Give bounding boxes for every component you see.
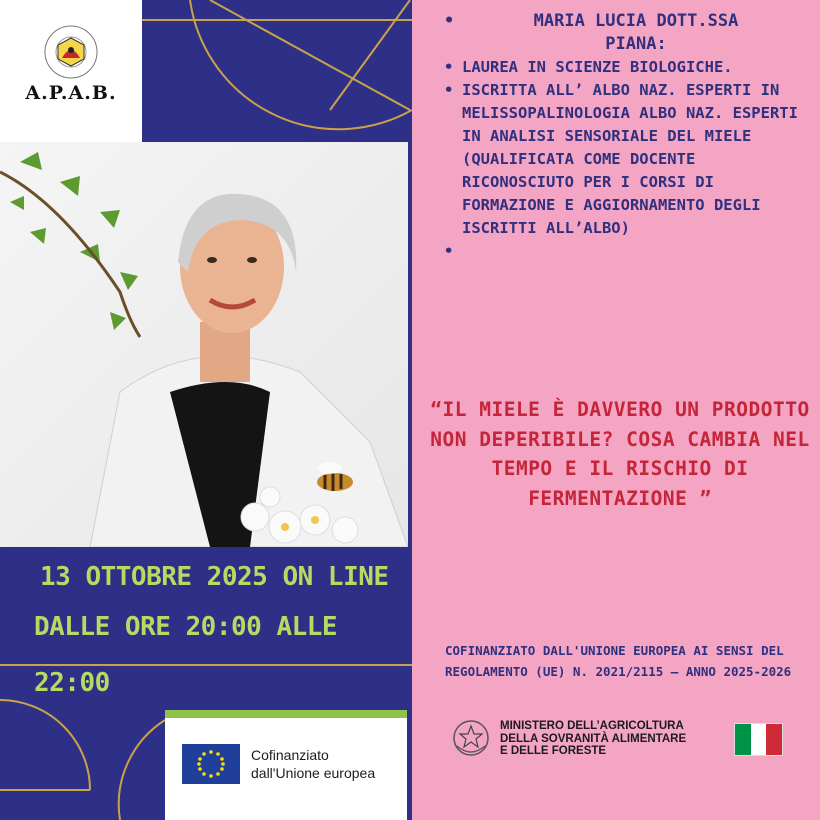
talk-title-quote: “IL MIELE È DAVVERO UN PRODOTTO NON DEPERIBILE? COSA CAMBIA NEL TEMPO E IL RISCHIO DI FERMENTAZIONE ” [430,398,810,510]
ministry-line-1: MINISTERO DELL’AGRICOLTURA [500,720,684,732]
ministry-name [500,720,730,758]
bio-heading-line-2: PIANA: [605,34,667,54]
event-date: 13 OTTOBRE 2025 ON LINE [40,562,389,592]
speaker-bio [440,10,810,263]
bullet-icon: • [444,11,455,31]
eu-badge-stripe [165,710,407,718]
bullet-icon: • [444,81,454,99]
ministry-line-3: E DELLE FORESTE [500,745,607,757]
bullet-icon: • [444,242,454,260]
bee-hive-logo-icon [0,0,142,80]
italian-republic-emblem-icon [452,718,490,758]
bio-item-text: ISCRITTA ALL’ ALBO NAZ. ESPERTI IN MELISSOPALINOLOGIA ALBO NAZ. ESPERTI IN ANALISI SENSORIALE DEL MIELE (QUALIFICATA COME DOCENTE RICONOSCIUTO PER I CORSI DI FORMAZIONE E AGGIORNAMENTO DEGLI ISCRITTI ALL’ALBO) [462,81,798,237]
cofinanced-notice: COFINANZIATO DALL'UNIONE EUROPEA AI SENSI DEL REGOLAMENTO (UE) N. 2021/2115 – ANNO 2025-2026 [445,643,792,679]
event-time-line-2: 22:00 [34,668,110,698]
ministry-line-2: DELLA SOVRANITÀ ALIMENTARE [500,732,687,745]
bio-item-text: LAUREA IN SCIENZE BIOLOGICHE. [462,58,733,76]
bio-item [440,240,810,263]
speaker-photo [0,142,408,547]
apab-logo [0,0,142,142]
eu-badge-line-2: dall'Unione europea [251,765,376,781]
flag-green-band [735,724,751,755]
bio-heading-line-1: MARIA LUCIA DOTT.SSA [533,11,739,31]
apab-logo-name: A.P.A.B. [25,82,117,104]
speaker-portrait-image [0,142,408,547]
bullet-icon: • [444,58,454,76]
italian-flag-icon [734,723,783,756]
flag-white-band [751,724,767,755]
bio-heading [440,10,810,56]
eu-badge-line-1: Cofinanziato [251,747,329,763]
eu-flag-icon [182,744,240,784]
bio-item [440,56,810,79]
eu-cofinanced-badge [165,710,407,820]
event-time-line-1: DALLE ORE 20:00 ALLE [34,612,338,642]
bio-item [440,79,810,240]
flag-red-band [766,724,782,755]
